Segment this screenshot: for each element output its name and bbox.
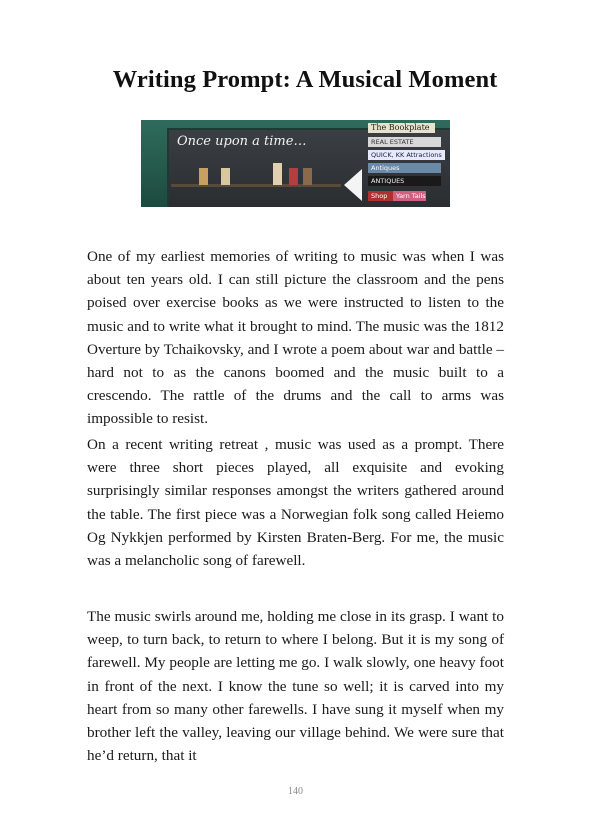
sign: The Bookplate: [368, 123, 435, 133]
shelf: [171, 184, 341, 187]
sign: Antiques: [368, 163, 441, 173]
sign: Shop: [368, 191, 393, 201]
sign: QUICK, KK Attractions: [368, 150, 445, 160]
banner-script-text: Once upon a time…: [177, 134, 307, 149]
book: [289, 168, 298, 185]
page-title:  Writing Prompt: A Musical Moment: [93, 66, 498, 93]
book: [273, 163, 282, 185]
book: [303, 168, 312, 185]
book: [199, 168, 208, 185]
paragraph-text: The music swirls around me, holding me close in its grasp. I want to weep, to turn back, to return to where I belong. But it is my song of farewell. My people are letting me go. I walk slowly, one heavy foot in front of the next. I know the tune so well; it is carved into my heart from so many other farewells. I have sung it myself when my brother left the valley, leaving our village behind. We were sure that he’d return, that it: [87, 608, 504, 765]
paragraph: [87, 605, 504, 767]
book: [221, 168, 230, 185]
bookshop-banner-image: [141, 120, 450, 207]
left-arrow-icon: [344, 169, 362, 201]
paragraph: [87, 433, 504, 572]
sign: ANTIQUES: [368, 176, 441, 186]
paragraph: [87, 245, 504, 431]
sign: Yarn Tails: [393, 191, 426, 201]
paragraph-text: On a recent writing retreat , music was used as a prompt. There were three short pieces played, all exquisite and evoking surprisingly similar responses amongst the writers gathered around the table. The first piece was a Norwegian folk song called Heiemo Og Nykkjen performed by Kirsten Braten-Berg. For me, the music was a melancholic song of farewell.: [87, 436, 504, 570]
paragraph-text: One of my earliest memories of writing to music was when I was about ten years old. I can still picture the classroom and the pens poised over exercise books as we were instructed to listen to the music and to write what it brought to mind. The music was the 1812 Overture by Tchaikovsky, and I wrote a poem about war and battle – hard not to as the canons boomed and the music built to a crescendo. The rattle of the drums and the call to arms was impossible to resist.: [87, 248, 504, 428]
sign: REAL ESTATE: [368, 137, 441, 147]
page-number: 140: [288, 786, 303, 797]
